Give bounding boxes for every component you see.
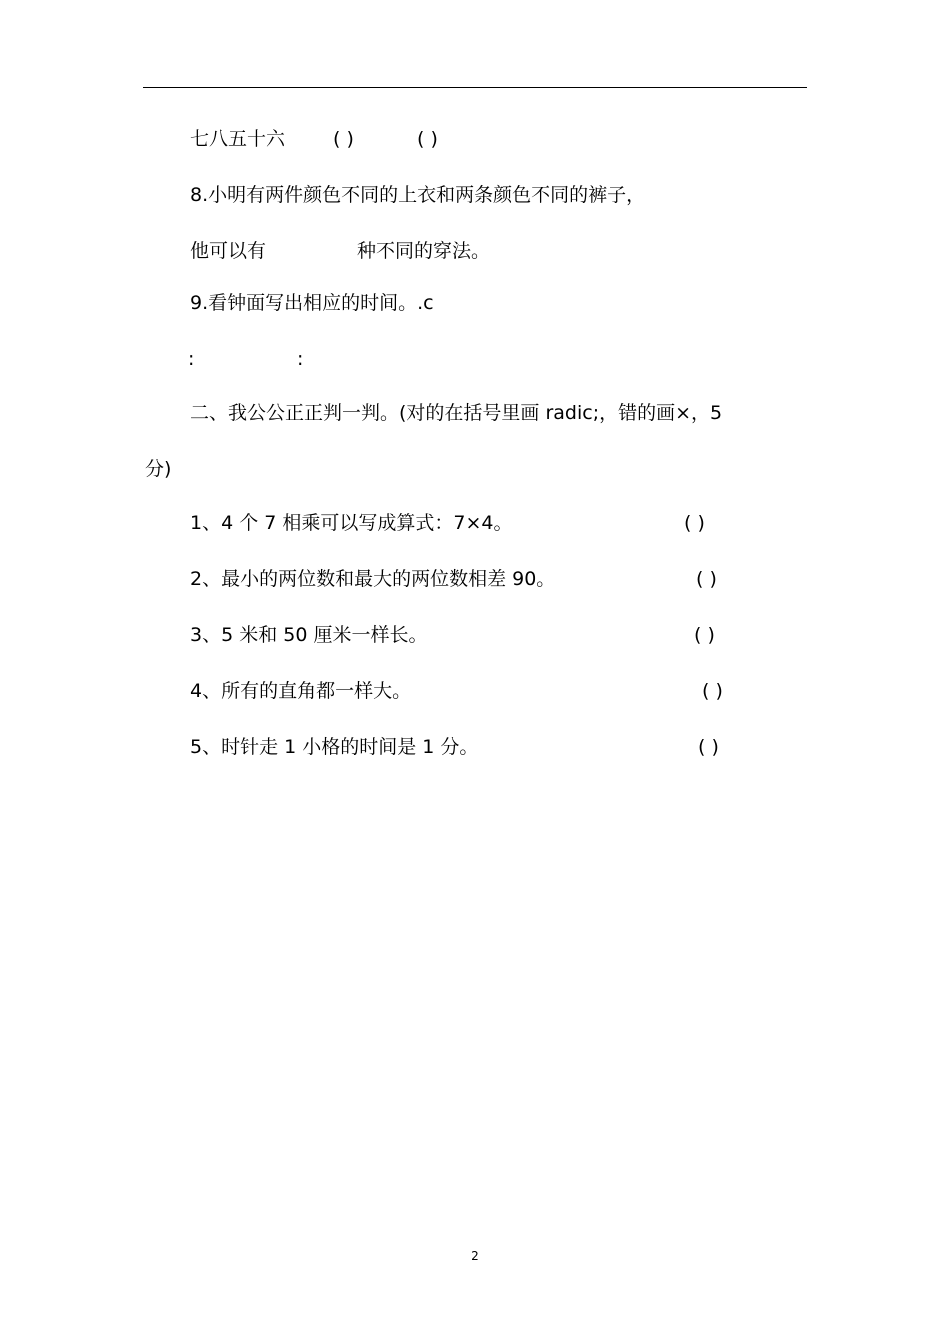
judge-item-1: 1、4 个 7 相乘可以写成算式：7×4。 — [190, 512, 513, 534]
q7-answer-blank-2: ( ) — [417, 128, 438, 150]
q9-time-colon-1: : — [188, 348, 195, 370]
q8-line-2-end: 种不同的穿法。 — [357, 240, 491, 262]
q9-text: 9.看钟面写出相应的时间。.c — [190, 292, 434, 314]
judge-item-5: 5、时针走 1 小格的时间是 1 分。 — [190, 736, 479, 758]
q9-time-colon-2: : — [297, 348, 304, 370]
q8-line-1: 8.小明有两件颜色不同的上衣和两条颜色不同的裤子， — [190, 184, 646, 206]
q7-text: 七八五十六 — [190, 128, 286, 150]
judge-item-3: 3、5 米和 50 厘米一样长。 — [190, 624, 428, 646]
section-2-heading-line-2: 分) — [145, 458, 172, 480]
judge-item-4: 4、所有的直角都一样大。 — [190, 680, 412, 702]
page-number: 2 — [471, 1249, 479, 1263]
header-rule — [143, 87, 807, 88]
q8-line-2-start: 他可以有 — [190, 240, 267, 262]
judge-item-2: 2、最小的两位数和最大的两位数相差 90。 — [190, 568, 556, 590]
q7-answer-blank-1: ( ) — [333, 128, 354, 150]
judge-item-3-answer: ( ) — [694, 624, 715, 646]
judge-item-4-answer: ( ) — [702, 680, 723, 702]
judge-item-1-answer: ( ) — [684, 512, 705, 534]
judge-item-5-answer: ( ) — [698, 736, 719, 758]
judge-item-2-answer: ( ) — [696, 568, 717, 590]
section-2-heading-line-1: 二、我公公正正判一判。(对的在括号里画 radic;，错的画×，5 — [190, 402, 723, 424]
